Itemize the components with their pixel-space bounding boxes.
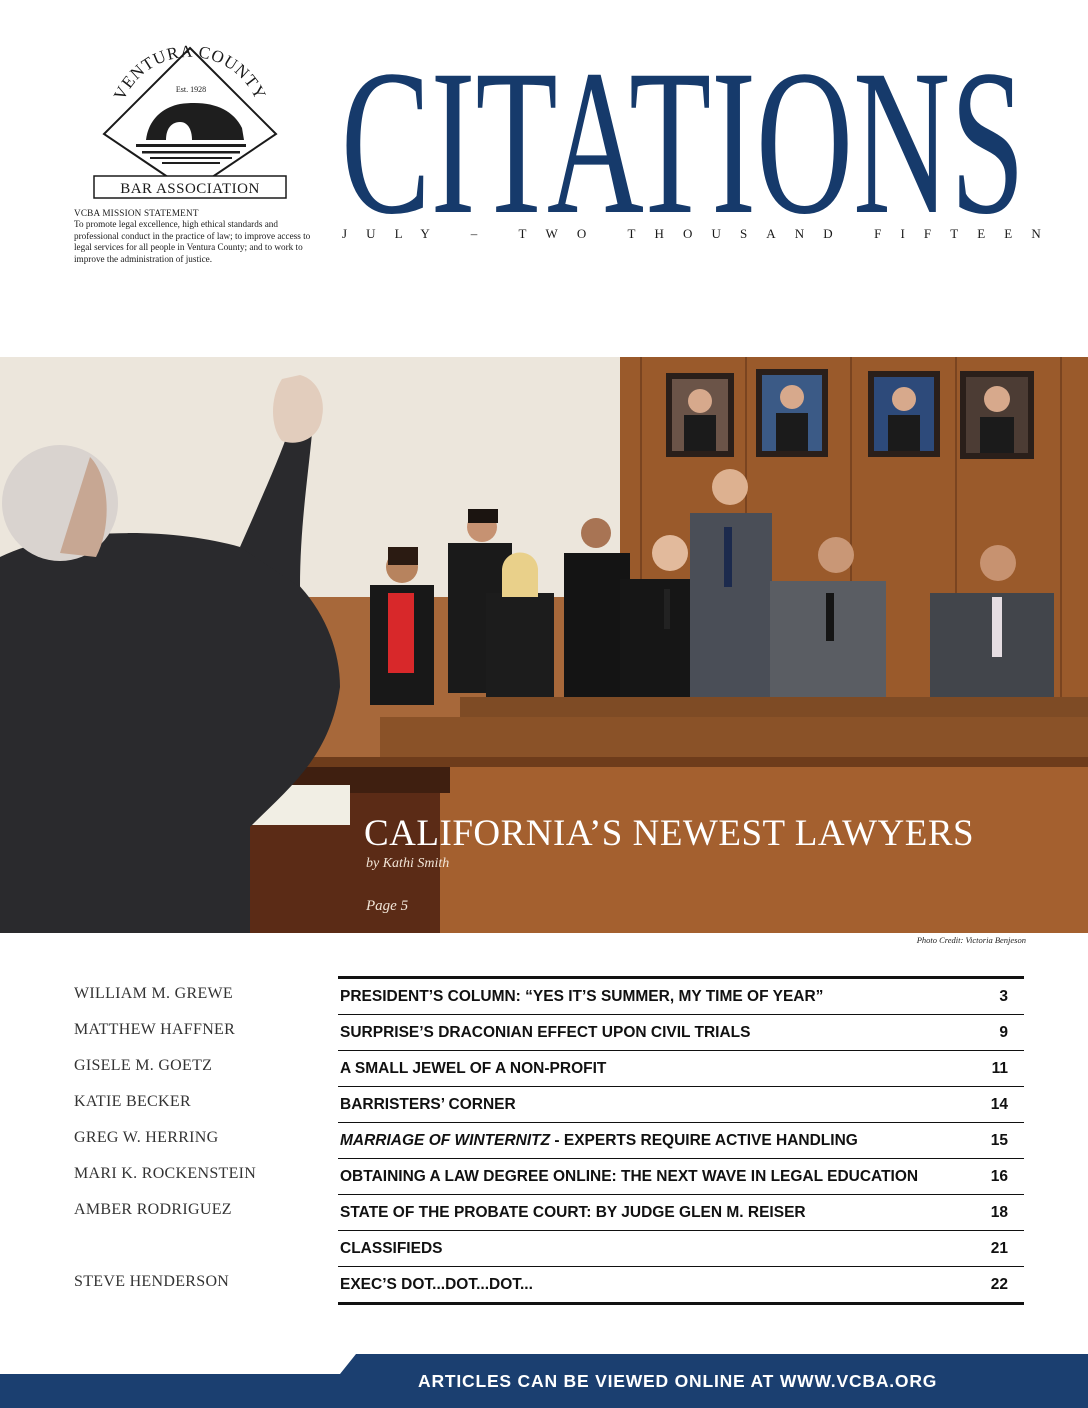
author-name: MARI K. ROCKENSTEIN [74,1165,257,1182]
logo-banner-text: BAR ASSOCIATION [120,181,260,197]
logo-established: Est. 1928 [175,85,207,94]
toc-title: PRESIDENT’S COLUMN: “YES IT’S SUMMER, MY TIME OF YEAR” [340,987,824,1005]
toc-title: A SMALL JEWEL OF A NON-PROFIT [340,1059,607,1077]
cover-page-ref: Page 5 [366,898,409,914]
author-list [74,976,334,1300]
toc-row[interactable] [338,1266,1024,1302]
author-name: AMBER RODRIGUEZ [74,1201,232,1218]
logo-arc-text: VENTURA COUNTY [109,42,271,104]
toc-row[interactable] [338,1230,1024,1266]
author-name: MATTHEW HAFFNER [74,1021,236,1038]
toc-row[interactable] [338,1050,1024,1086]
toc-page-number: 11 [991,1059,1008,1077]
toc-page-number: 15 [990,1131,1008,1149]
masthead [338,18,1028,218]
toc-page-number: 16 [990,1167,1008,1185]
mission-statement [74,208,320,265]
toc-row[interactable] [338,1014,1024,1050]
toc-title: CLASSIFIEDS [340,1239,443,1257]
cover-byline: by Kathi Smith [366,856,450,871]
toc-page-number: 22 [990,1275,1008,1293]
toc-title: EXEC’S DOT...DOT...DOT... [340,1275,533,1293]
toc-title: SURPRISE’S DRACONIAN EFFECT UPON CIVIL TRIALS [340,1023,751,1041]
author-name: GREG W. HERRING [74,1129,219,1146]
table-of-contents [338,976,1024,1305]
toc-title: BARRISTERS’ CORNER [340,1095,516,1113]
author-name-empty [74,1228,334,1264]
toc-title: MARRIAGE OF WINTERNITZ - EXPERTS REQUIRE ACTIVE HANDLING [340,1131,858,1149]
author-name: WILLIAM M. GREWE [74,985,233,1002]
toc-row[interactable] [338,979,1024,1014]
mission-text: To promote legal excellence, high ethical standards and professional conduct in the practice of law; to improve access to legal services for all people in Ventura County; and to work to improve the administration of justice. [74,219,311,264]
toc-page-number: 18 [990,1203,1008,1221]
footer-online-link[interactable]: ARTICLES CAN BE VIEWED ONLINE AT WWW.VCBA.ORG [418,1371,938,1391]
toc-page-number: 14 [990,1095,1008,1113]
photo-credit: Photo Credit: Victoria Benjeson [916,935,1026,945]
toc-row[interactable] [338,1194,1024,1230]
vcba-logo [80,42,300,202]
toc-page-number: 21 [990,1239,1008,1257]
cover-headline: CALIFORNIA’S NEWEST LAWYERS [364,813,975,854]
toc-row[interactable] [338,1158,1024,1194]
masthead-title: CITATIONS [341,27,1025,218]
mission-heading: VCBA MISSION STATEMENT [74,208,199,218]
toc-page-number: 9 [999,1023,1008,1041]
toc-title: OBTAINING A LAW DEGREE ONLINE: THE NEXT WAVE IN LEGAL EDUCATION [340,1167,919,1185]
author-name: GISELE M. GOETZ [74,1057,213,1074]
toc-page-number: 3 [999,987,1008,1005]
toc-row[interactable] [338,1086,1024,1122]
toc-row[interactable] [338,1122,1024,1158]
issue-date: JULY – TWO THOUSAND FIFTEEN [342,226,1060,241]
toc-title: STATE OF THE PROBATE COURT: BY JUDGE GLEN M. REISER [340,1203,806,1221]
author-name: KATIE BECKER [74,1093,191,1110]
author-name: STEVE HENDERSON [74,1273,230,1290]
